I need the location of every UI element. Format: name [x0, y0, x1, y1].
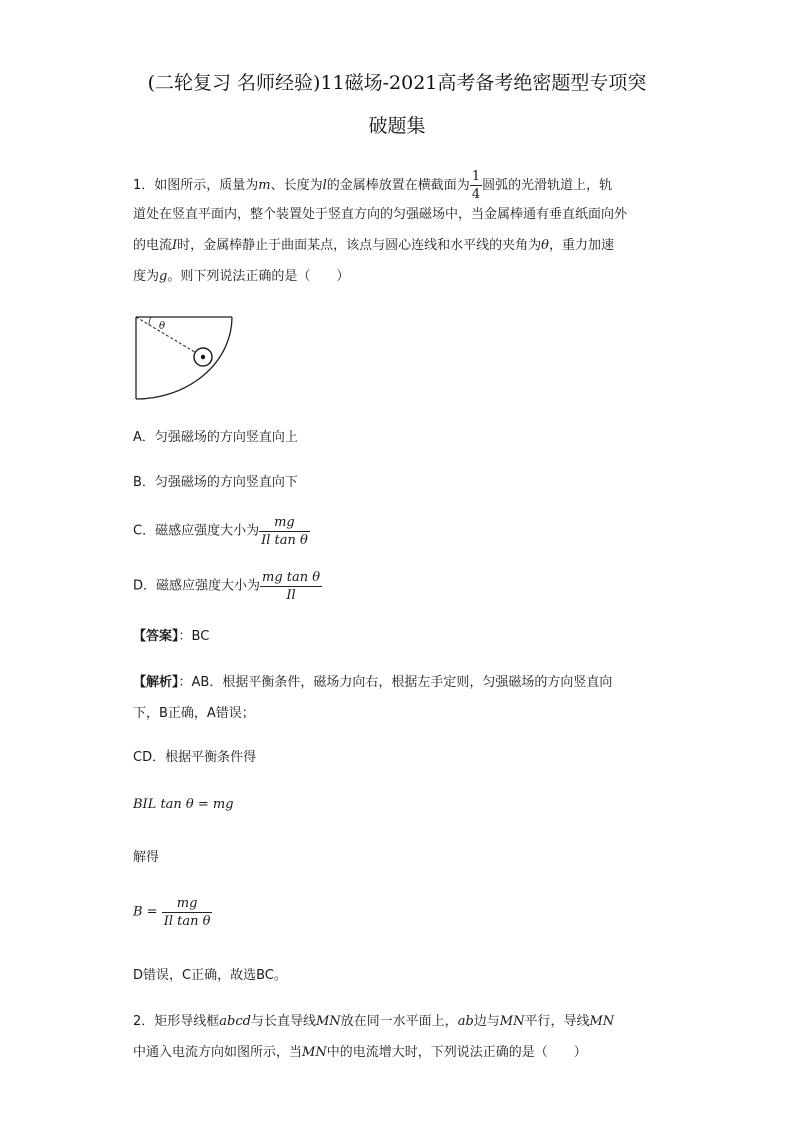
option-d-fraction: $\frac{\text{mg tan θ}}{Il}$	[262, 570, 321, 603]
equation-balance: BIL tan θ = mg	[133, 797, 234, 812]
theta-label: θ	[159, 321, 166, 332]
q2-stem-line-1: 2．矩形导线框abcd与长直导线MN放在同一水平面上，ab边与MN平行，导线MN	[133, 1014, 615, 1029]
analysis-line-4: 解得	[133, 850, 160, 865]
analysis-line-5: D错误，C正确，故选BC。	[133, 968, 287, 983]
option-a: A．匀强磁场的方向竖直向上	[133, 430, 298, 445]
analysis-label: 【解析】	[133, 675, 179, 690]
option-c: C．磁感应强度大小为 $\frac{mg}{\text{Il tan θ}}$	[133, 515, 308, 548]
quarter-fraction: $\frac{1}{4}$	[471, 169, 481, 202]
q1-stem-line-3: 的电流I时，金属棒静止于曲面某点，该点与圆心连线和水平线的夹角为θ，重力加速	[133, 238, 615, 253]
document-title-line-2: 破题集	[368, 115, 426, 137]
quarter-circle-track-figure	[131, 309, 241, 405]
answer-value: ：BC	[178, 629, 210, 644]
q2-stem-line-2: 中通入电流方向如图所示，当MN中的电流增大时，下列说法正确的是（ ）	[133, 1045, 587, 1060]
radius-dashed-line	[136, 317, 203, 357]
document-title-line-1: (二轮复习 名师经验)11磁场-2021高考备考绝密题型专项突	[147, 72, 647, 94]
current-out-of-page-dot	[201, 355, 205, 359]
option-d: D．磁感应强度大小为 $\frac{\text{mg tan θ}}{Il}$	[133, 570, 321, 603]
q1-stem-line-2: 道处在竖直平面内，整个装置处于竖直方向的匀强磁场中，当金属棒通有垂直纸面向外	[133, 207, 628, 222]
analysis-line-1: 【解析】：AB．根据平衡条件，磁场力向右，根据左手定则，匀强磁场的方向竖直向	[133, 675, 613, 690]
option-b: B．匀强磁场的方向竖直向下	[133, 475, 298, 490]
analysis-line-2: 下，B正确，A错误；	[133, 706, 255, 721]
equation-b-result: B = $\frac{mg}{\text{Il tan θ}}$	[133, 896, 211, 929]
answer-label: 【答案】	[133, 629, 179, 644]
angle-arc	[149, 317, 151, 325]
answer-line	[133, 627, 209, 647]
arc-track	[136, 317, 232, 399]
analysis-line-3: CD．根据平衡条件得	[133, 750, 257, 765]
q1-stem-line-4: 度为g。则下列说法正确的是（ ）	[133, 269, 350, 284]
equation-b-fraction: $\frac{mg}{\text{Il tan θ}}$	[163, 896, 211, 929]
q1-stem-line-1: 1．如图所示，质量为m、长度为l的金属棒放置在横截面为 $\frac{1}{4}$ 圆弧的光滑轨道上，轨	[133, 169, 613, 202]
option-c-fraction: $\frac{mg}{\text{Il tan θ}}$	[261, 515, 308, 548]
